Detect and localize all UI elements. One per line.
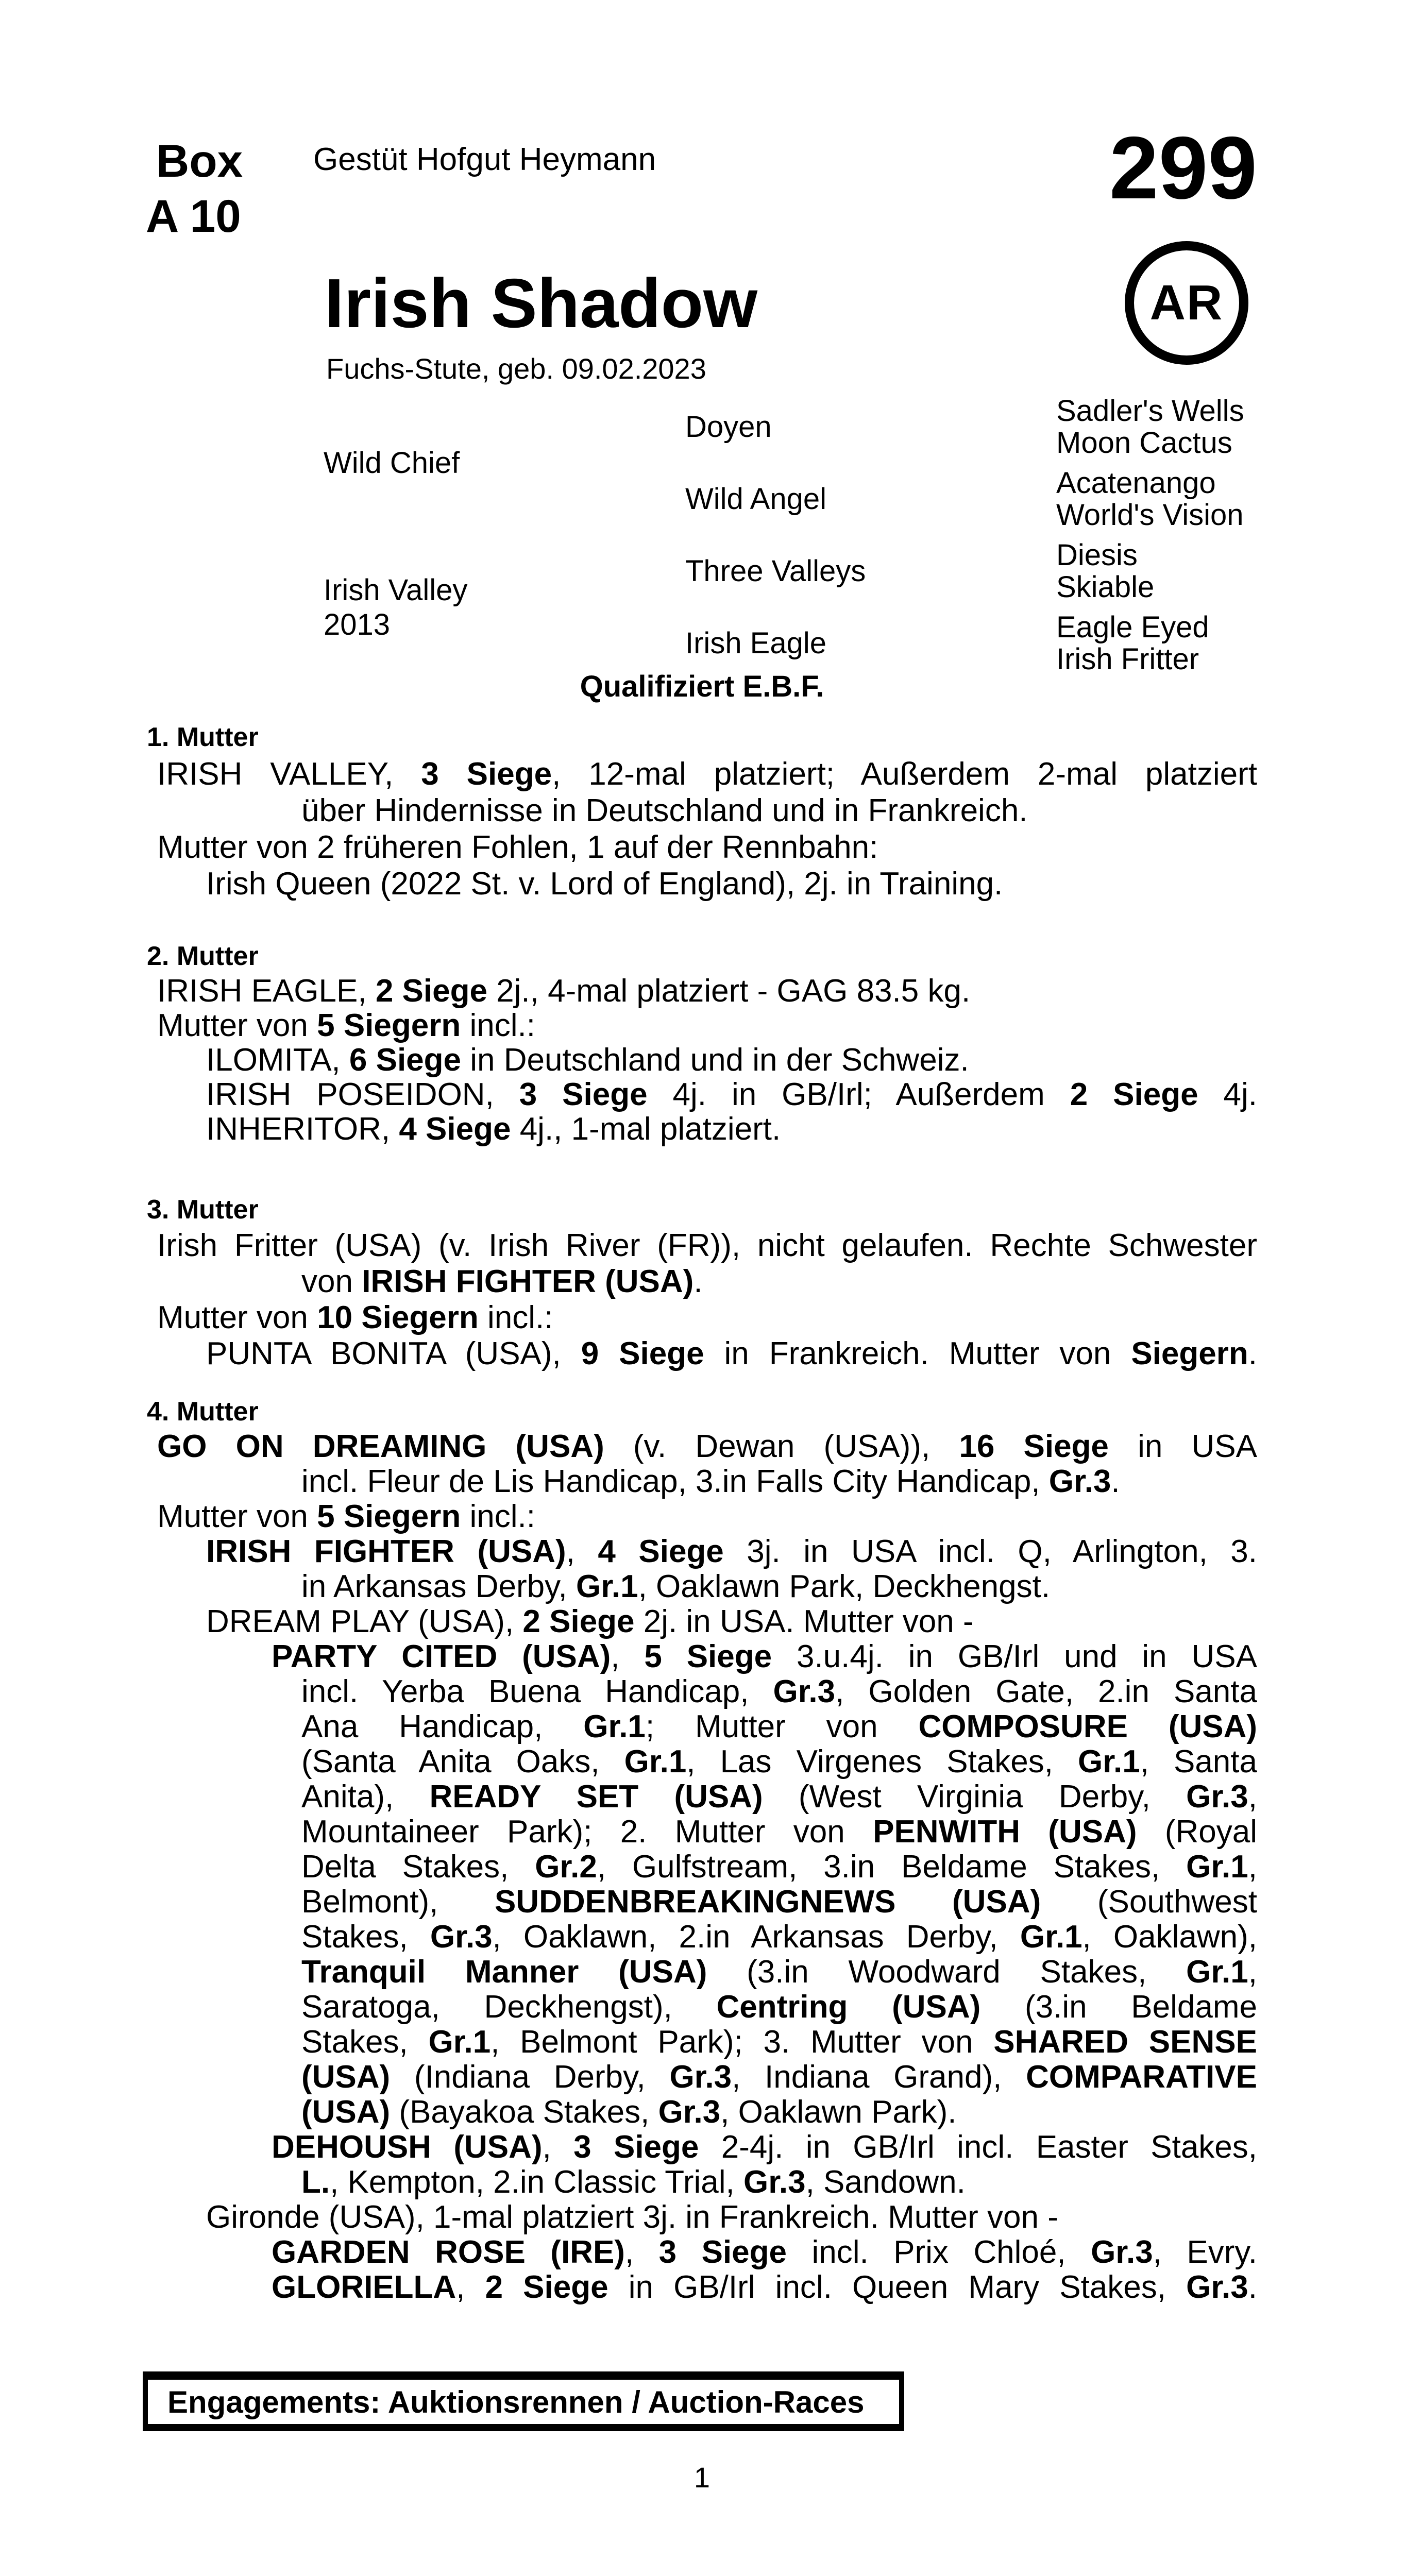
text-line: über Hindernisse in Deutschland und in Frankreich. — [301, 793, 1028, 828]
text-line: IRISH POSEIDON, 3 Siege 4j. in GB/Irl; Außerdem 2 Siege 4j. — [206, 1077, 1257, 1112]
pedigree-gen3-item: Skiable — [1056, 570, 1155, 604]
page-number: 1 — [693, 2461, 711, 2494]
pedigree-gen2-item: Wild Angel — [685, 482, 827, 516]
text-line: PARTY CITED (USA), 5 Siege 3.u.4j. in GB/Irl und in USA — [272, 1639, 1257, 1674]
text-line: incl. Yerba Buena Handicap, Gr.3, Golden Gate, 2.in Santa — [301, 1674, 1257, 1709]
text-line: DREAM PLAY (USA), 2 Siege 2j. in USA. Mutter von - — [206, 1604, 974, 1639]
text-line: Stakes, Gr.3, Oaklawn, 2.in Arkansas Derby, Gr.1, Oaklawn), — [301, 1919, 1257, 1955]
text-line: DEHOUSH (USA), 3 Siege 2-4j. in GB/Irl incl. Easter Stakes, — [272, 2129, 1258, 2165]
text-line: Saratoga, Deckhengst), Centring (USA) (3.in Beldame — [301, 1989, 1257, 2025]
text-line: Anita), READY SET (USA) (West Virginia Derby, Gr.3, — [301, 1779, 1257, 1815]
text-line: PUNTA BONITA (USA), 9 Siege in Frankreich. Mutter von Siegern. — [206, 1336, 1257, 1371]
text-line: GARDEN ROSE (IRE), 3 Siege incl. Prix Chloé, Gr.3, Evry. — [272, 2234, 1258, 2270]
engagements-text: Engagements: Auktionsrennen / Auction-Races — [167, 2384, 865, 2419]
text-line: IRISH EAGLE, 2 Siege 2j., 4-mal platziert - GAG 83.5 kg. — [157, 973, 971, 1009]
box-label: Box — [156, 135, 243, 187]
mutter-section-1 — [147, 719, 1257, 902]
text-line: Belmont), SUDDENBREAKINGNEWS (USA) (Southwest — [301, 1884, 1257, 1920]
text-line: GO ON DREAMING (USA) (v. Dewan (USA)), 16 Siege in USA — [157, 1429, 1258, 1464]
pedigree-gen2-item: Doyen — [685, 410, 772, 444]
text-line: Mutter von 5 Siegern incl.: — [157, 1008, 535, 1043]
text-line: (Santa Anita Oaks, Gr.1, Las Virgenes Stakes, Gr.1, Santa — [301, 1744, 1257, 1780]
text-line: Mutter von 10 Siegern incl.: — [157, 1300, 553, 1335]
lot-number: 299 — [1109, 118, 1257, 217]
section-heading: 3. Mutter — [147, 1195, 259, 1225]
section-heading: 4. Mutter — [147, 1397, 259, 1427]
pedigree-gen2-item: Three Valleys — [685, 554, 866, 588]
text-line: GLORIELLA, 2 Siege in GB/Irl incl. Queen Mary Stakes, Gr.3. — [272, 2269, 1257, 2305]
text-line: in Arkansas Derby, Gr.1, Oaklawn Park, Deckhengst. — [301, 1569, 1051, 1604]
pedigree-gen3-item: Acatenango — [1056, 466, 1216, 500]
horse-name: Irish Shadow — [325, 264, 758, 342]
text-line: Mountaineer Park); 2. Mutter von PENWITH (USA) (Royal — [301, 1814, 1257, 1850]
brand-mark-circle — [1125, 241, 1248, 365]
ebf-qualification: Qualifiziert E.B.F. — [580, 670, 824, 703]
text-line: INHERITOR, 4 Siege 4j., 1-mal platziert. — [206, 1111, 781, 1147]
text-line: Delta Stakes, Gr.2, Gulfstream, 3.in Beldame Stakes, Gr.1, — [301, 1849, 1257, 1885]
text-line: IRISH VALLEY, 3 Siege, 12-mal platziert; Außerdem 2-mal platziert — [157, 756, 1257, 792]
horse-details: Fuchs-Stute, geb. 09.02.2023 — [326, 352, 706, 385]
brand-mark-text: AR — [1149, 275, 1224, 330]
text-line: Mutter von 5 Siegern incl.: — [157, 1499, 535, 1534]
text-line: Ana Handicap, Gr.1; Mutter von COMPOSURE (USA) — [301, 1709, 1258, 1744]
text-line: ILOMITA, 6 Siege in Deutschland und in der Schweiz. — [206, 1042, 969, 1078]
text-line: Irish Fritter (USA) (v. Irish River (FR)), nicht gelaufen. Rechte Schwester — [157, 1228, 1257, 1263]
engagements-box — [143, 2371, 904, 2431]
text-line: Gironde (USA), 1-mal platziert 3j. in Frankreich. Mutter von - — [206, 2199, 1058, 2235]
text-line: von IRISH FIGHTER (USA). — [301, 1264, 703, 1299]
text-line: incl. Fleur de Lis Handicap, 3.in Falls City Handicap, Gr.3. — [301, 1464, 1120, 1499]
text-line: Tranquil Manner (USA) (3.in Woodward Stakes, Gr.1, — [301, 1954, 1257, 1990]
pedigree-sire: Wild Chief — [324, 446, 460, 480]
mutter-section-3 — [147, 1192, 1257, 1372]
section-heading: 2. Mutter — [147, 941, 259, 971]
pedigree-dam-year: 2013 — [324, 608, 391, 641]
box-number: A 10 — [146, 190, 241, 242]
text-line: L., Kempton, 2.in Classic Trial, Gr.3, Sandown. — [301, 2164, 966, 2200]
pedigree-gen3-item: Moon Cactus — [1056, 426, 1232, 460]
text-line: Irish Queen (2022 St. v. Lord of England), 2j. in Training. — [206, 866, 1003, 902]
text-line: Mutter von 2 früheren Fohlen, 1 auf der Rennbahn: — [157, 829, 878, 865]
pedigree-gen3-item: World's Vision — [1056, 498, 1244, 532]
pedigree-gen3-item: Diesis — [1056, 538, 1138, 572]
pedigree-dam: Irish Valley — [324, 573, 468, 607]
pedigree-gen3-item: Sadler's Wells — [1056, 394, 1244, 428]
section-heading: 1. Mutter — [147, 722, 259, 752]
text-line: (USA) (Bayakoa Stakes, Gr.3, Oaklawn Park). — [301, 2094, 957, 2130]
pedigree-gen2-item: Irish Eagle — [685, 626, 827, 660]
pedigree-gen3-item: Eagle Eyed — [1056, 611, 1209, 644]
pedigree-gen3-item: Irish Fritter — [1056, 642, 1199, 676]
text-line: (USA) (Indiana Derby, Gr.3, Indiana Grand), COMPARATIVE — [301, 2059, 1257, 2095]
text-line: Stakes, Gr.1, Belmont Park); 3. Mutter von SHARED SENSE — [301, 2024, 1257, 2060]
mutter-section-2 — [147, 939, 1257, 1146]
text-line: IRISH FIGHTER (USA), 4 Siege 3j. in USA incl. Q, Arlington, 3. — [206, 1534, 1258, 1569]
mutter-section-4 — [147, 1394, 1257, 2305]
consignor-name: Gestüt Hofgut Heymann — [313, 142, 656, 177]
